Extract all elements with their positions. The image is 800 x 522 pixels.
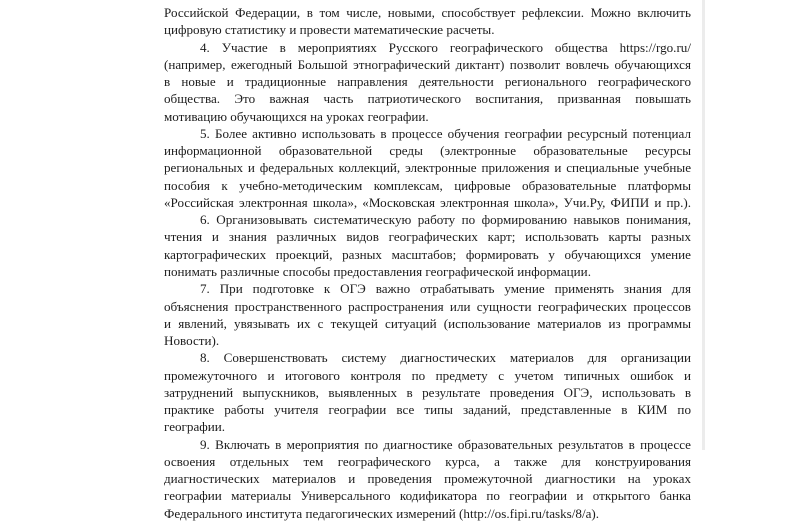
text-line: (например, ежегодный Большой этнографический диктант) позволит вовлечь обучающихся	[164, 56, 691, 72]
text-line: цифровую статистику и провести математические расчеты.	[164, 22, 495, 38]
text-line: и явлений, увязывать их с текущей ситуаций (использование материалов из программы	[164, 315, 691, 331]
paragraph-6	[164, 211, 691, 280]
text-line: мотивацию обучающихся на уроках географии.	[164, 108, 429, 124]
text-line: 6. Организовывать систематическую работу по формированию навыков понимания,	[200, 212, 691, 228]
text-line: информационной образовательной среды (электронные образовательные ресурсы	[164, 143, 691, 159]
paragraph-9	[164, 436, 691, 522]
text-line: объяснения пространственного распространения или сущности географических процессов	[164, 298, 691, 314]
text-line: в новые и традиционные направления деятельности регионального географического	[164, 74, 691, 90]
text-line: 5. Более активно использовать в процессе обучения географии ресурсный потенциал	[200, 125, 691, 141]
document-body	[164, 4, 691, 522]
text-line: освоения отдельных тем географического курса, а также для конструирования	[164, 453, 691, 469]
text-line: общества. Это важная часть патриотического воспитания, призванная повышать	[164, 91, 691, 107]
text-line: «Российская электронная школа», «Московская электронная школа», Учи.Ру, ФИПИ и пр.).	[164, 194, 691, 210]
text-line: Федерального института педагогических измерений (http://os.fipi.ru/tasks/8/a).	[164, 505, 600, 521]
text-line: 8. Совершенствовать систему диагностических материалов для организации	[200, 350, 691, 366]
page-edge-divider	[702, 0, 705, 450]
text-line: региональных и федеральных коллекций, электронные приложения и специальные учебные	[164, 160, 691, 176]
text-line: 4. Участие в мероприятиях Русского географического общества https://rgo.ru/	[200, 39, 691, 55]
text-line: Российской Федерации, в том числе, новыми, способствует рефлексии. Можно включить	[164, 5, 691, 20]
text-line: географии.	[164, 419, 226, 435]
text-line: картографических проекций, разных масштабов; формировать у обучающихся умение	[164, 246, 691, 262]
paragraph-3-continuation	[164, 4, 691, 39]
text-line: затруднений выпускников, выявленных в результате проведения ОГЭ, использовать в	[164, 384, 691, 400]
text-line: Новости).	[164, 333, 220, 349]
paragraph-7	[164, 280, 691, 349]
text-line: практике работы учителя географии все типы заданий, представленные в КИМ по	[164, 402, 691, 418]
text-line: географии материалы Универсального кодификатора по географии и открытого банка	[164, 488, 691, 504]
paragraph-8	[164, 349, 691, 435]
text-line: 9. Включать в мероприятия по диагностике образовательных результатов в процессе	[200, 436, 691, 452]
text-line: диагностических материалов и проведения промежуточной диагностики на уроках	[164, 471, 691, 487]
text-line: 7. При подготовке к ОГЭ важно отрабатывать умение применять знания для	[200, 281, 691, 297]
text-line: промежуточного и итогового контроля по предмету с учетом типичных ошибок и	[164, 367, 691, 383]
text-line: понимать различные способы предоставления географической информации.	[164, 263, 591, 279]
text-line: пособия к учебно-методическим комплексам, цифровые образовательные платформы	[164, 177, 691, 193]
paragraph-5	[164, 125, 691, 211]
paragraph-4	[164, 39, 691, 125]
text-line: чтения и знания различных видов географических карт; использовать карты разных	[164, 229, 691, 245]
